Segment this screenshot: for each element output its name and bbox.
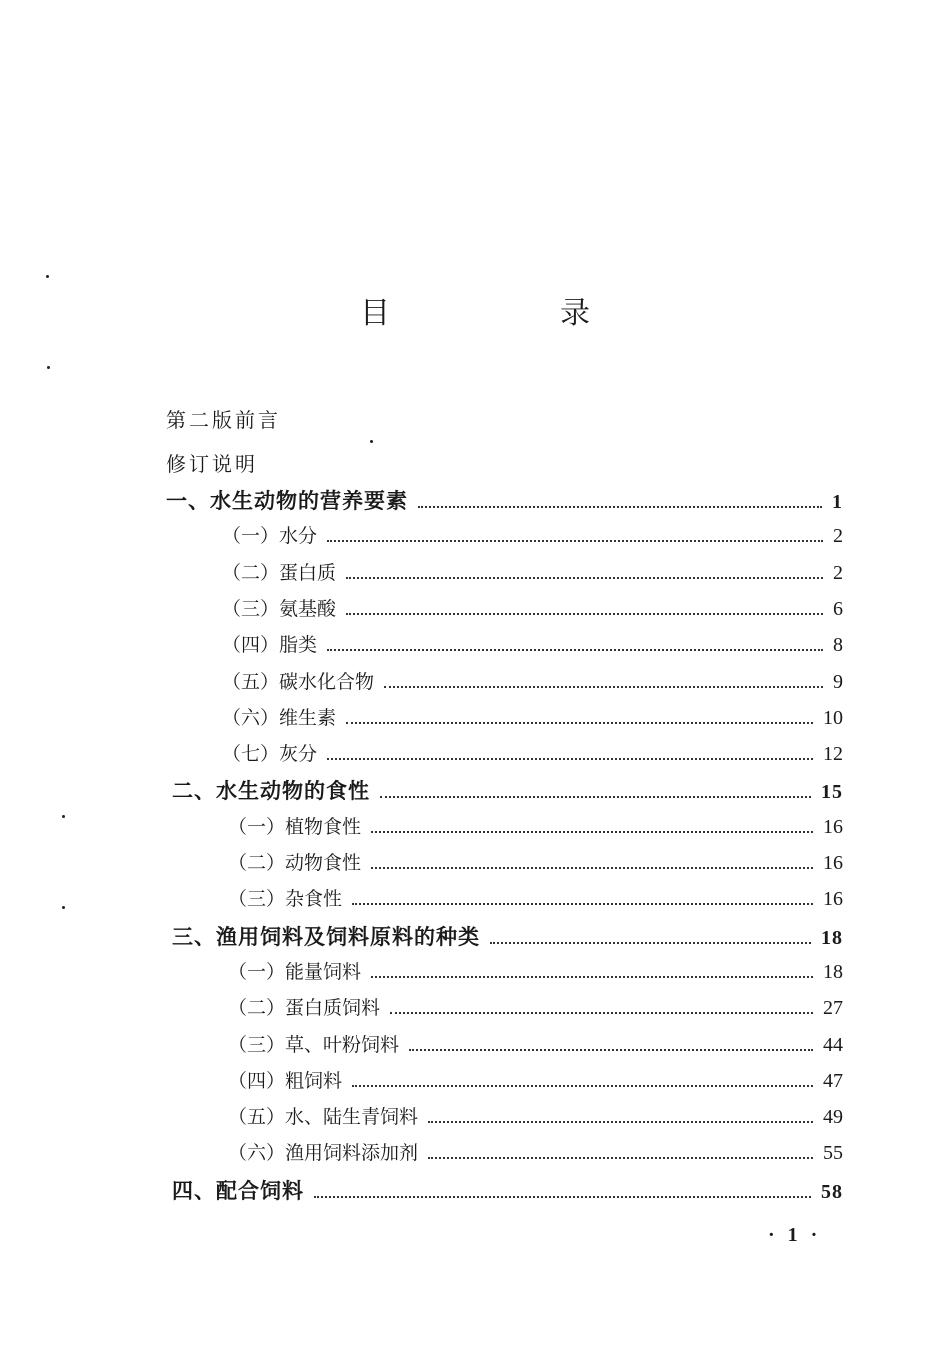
toc-label: （五）碳水化合物 (222, 671, 375, 693)
toc-page-number: 47 (823, 1070, 843, 1092)
dot-leader (346, 722, 813, 724)
dot-leader (371, 867, 813, 869)
toc-entry[interactable] (228, 957, 843, 987)
toc-label: （六）渔用饲料添加剂 (228, 1142, 419, 1164)
page-number: · 1 · (768, 1224, 822, 1246)
toc-entry[interactable] (222, 703, 843, 733)
toc-label: （三）杂食性 (228, 888, 343, 910)
toc-label: 修订说明 (166, 452, 258, 476)
toc-page-number: 18 (823, 961, 843, 983)
toc-entry[interactable] (228, 1102, 843, 1132)
toc-label: （一）能量饲料 (228, 961, 362, 983)
toc-page-number: 2 (833, 525, 843, 547)
dot-leader (418, 506, 822, 508)
toc-entry[interactable] (166, 485, 843, 515)
toc-entry[interactable] (228, 812, 843, 842)
dot-leader (327, 540, 823, 542)
toc-entry[interactable] (172, 1175, 843, 1205)
dot-leader (390, 1012, 813, 1014)
dot-leader (428, 1121, 813, 1123)
toc-label: （二）动物食性 (228, 852, 362, 874)
dot-leader (352, 1085, 813, 1087)
toc-entry[interactable] (228, 1030, 843, 1060)
dot-leader (327, 758, 813, 760)
toc-page-number: 49 (823, 1106, 843, 1128)
toc-page-number: 18 (821, 927, 843, 949)
toc-label: 二、水生动物的食性 (172, 778, 370, 803)
toc-label: 第二版前言 (166, 408, 281, 432)
toc-page-number: 16 (823, 816, 843, 838)
toc-page-number: 9 (833, 671, 843, 693)
dot-leader (490, 942, 811, 944)
toc-entry[interactable] (222, 739, 843, 769)
dot-leader (371, 976, 813, 978)
toc-page-number: 12 (823, 743, 843, 765)
scan-speck (62, 906, 65, 909)
toc-entry[interactable] (228, 1138, 843, 1168)
toc-page-number: 16 (823, 852, 843, 874)
scan-speck (47, 366, 50, 369)
toc-label: （七）灰分 (222, 743, 318, 765)
toc-label: （四）粗饲料 (228, 1070, 343, 1092)
toc-entry[interactable] (228, 993, 843, 1023)
dot-leader (352, 903, 813, 905)
dot-leader (384, 686, 823, 688)
toc-label: （二）蛋白质饲料 (228, 997, 381, 1019)
toc-entry[interactable] (228, 848, 843, 878)
page-title: 目 录 (360, 296, 660, 331)
toc-entry[interactable] (172, 775, 843, 805)
toc-page-number: 58 (821, 1181, 843, 1203)
scan-speck (62, 815, 65, 818)
toc-front-revision-notes[interactable] (166, 448, 258, 478)
toc-entry[interactable] (222, 667, 843, 697)
toc-entry[interactable] (228, 1066, 843, 1096)
toc-label: （四）脂类 (222, 634, 318, 656)
toc-page-number: 10 (823, 707, 843, 729)
dot-leader (371, 831, 813, 833)
dot-leader (314, 1196, 811, 1198)
toc-label: （一）水分 (222, 525, 318, 547)
toc-label: （六）维生素 (222, 707, 337, 729)
toc-label: （三）氨基酸 (222, 598, 337, 620)
dot-leader (428, 1157, 813, 1159)
toc-page-number: 1 (832, 491, 843, 513)
toc-label: （五）水、陆生青饲料 (228, 1106, 419, 1128)
toc-page-number: 2 (833, 562, 843, 584)
toc-entry[interactable] (222, 630, 843, 660)
toc-page-number: 44 (823, 1034, 843, 1056)
toc-label: 三、渔用饲料及饲料原料的种类 (172, 924, 480, 949)
dot-leader (346, 577, 823, 579)
toc-page-number: 16 (823, 888, 843, 910)
toc-entry[interactable] (222, 558, 843, 588)
toc-label: （三）草、叶粉饲料 (228, 1034, 400, 1056)
toc-entry[interactable] (222, 594, 843, 624)
toc-entry[interactable] (172, 921, 843, 951)
toc-page-number: 15 (821, 781, 843, 803)
toc-page-number: 8 (833, 634, 843, 656)
toc-label: （一）植物食性 (228, 816, 362, 838)
scan-speck (370, 440, 373, 443)
toc-label: （二）蛋白质 (222, 562, 337, 584)
toc-page-number: 6 (833, 598, 843, 620)
dot-leader (346, 613, 823, 615)
toc-entry[interactable] (222, 521, 843, 551)
toc-front-preface[interactable] (166, 404, 281, 434)
toc-label: 一、水生动物的营养要素 (166, 488, 408, 513)
toc-label: 四、配合饲料 (172, 1178, 304, 1203)
toc-entry[interactable] (228, 884, 843, 914)
scan-speck (46, 275, 49, 278)
dot-leader (327, 649, 823, 651)
dot-leader (409, 1049, 813, 1051)
toc-page-number: 27 (823, 997, 843, 1019)
dot-leader (380, 796, 811, 798)
toc-page-number: 55 (823, 1142, 843, 1164)
